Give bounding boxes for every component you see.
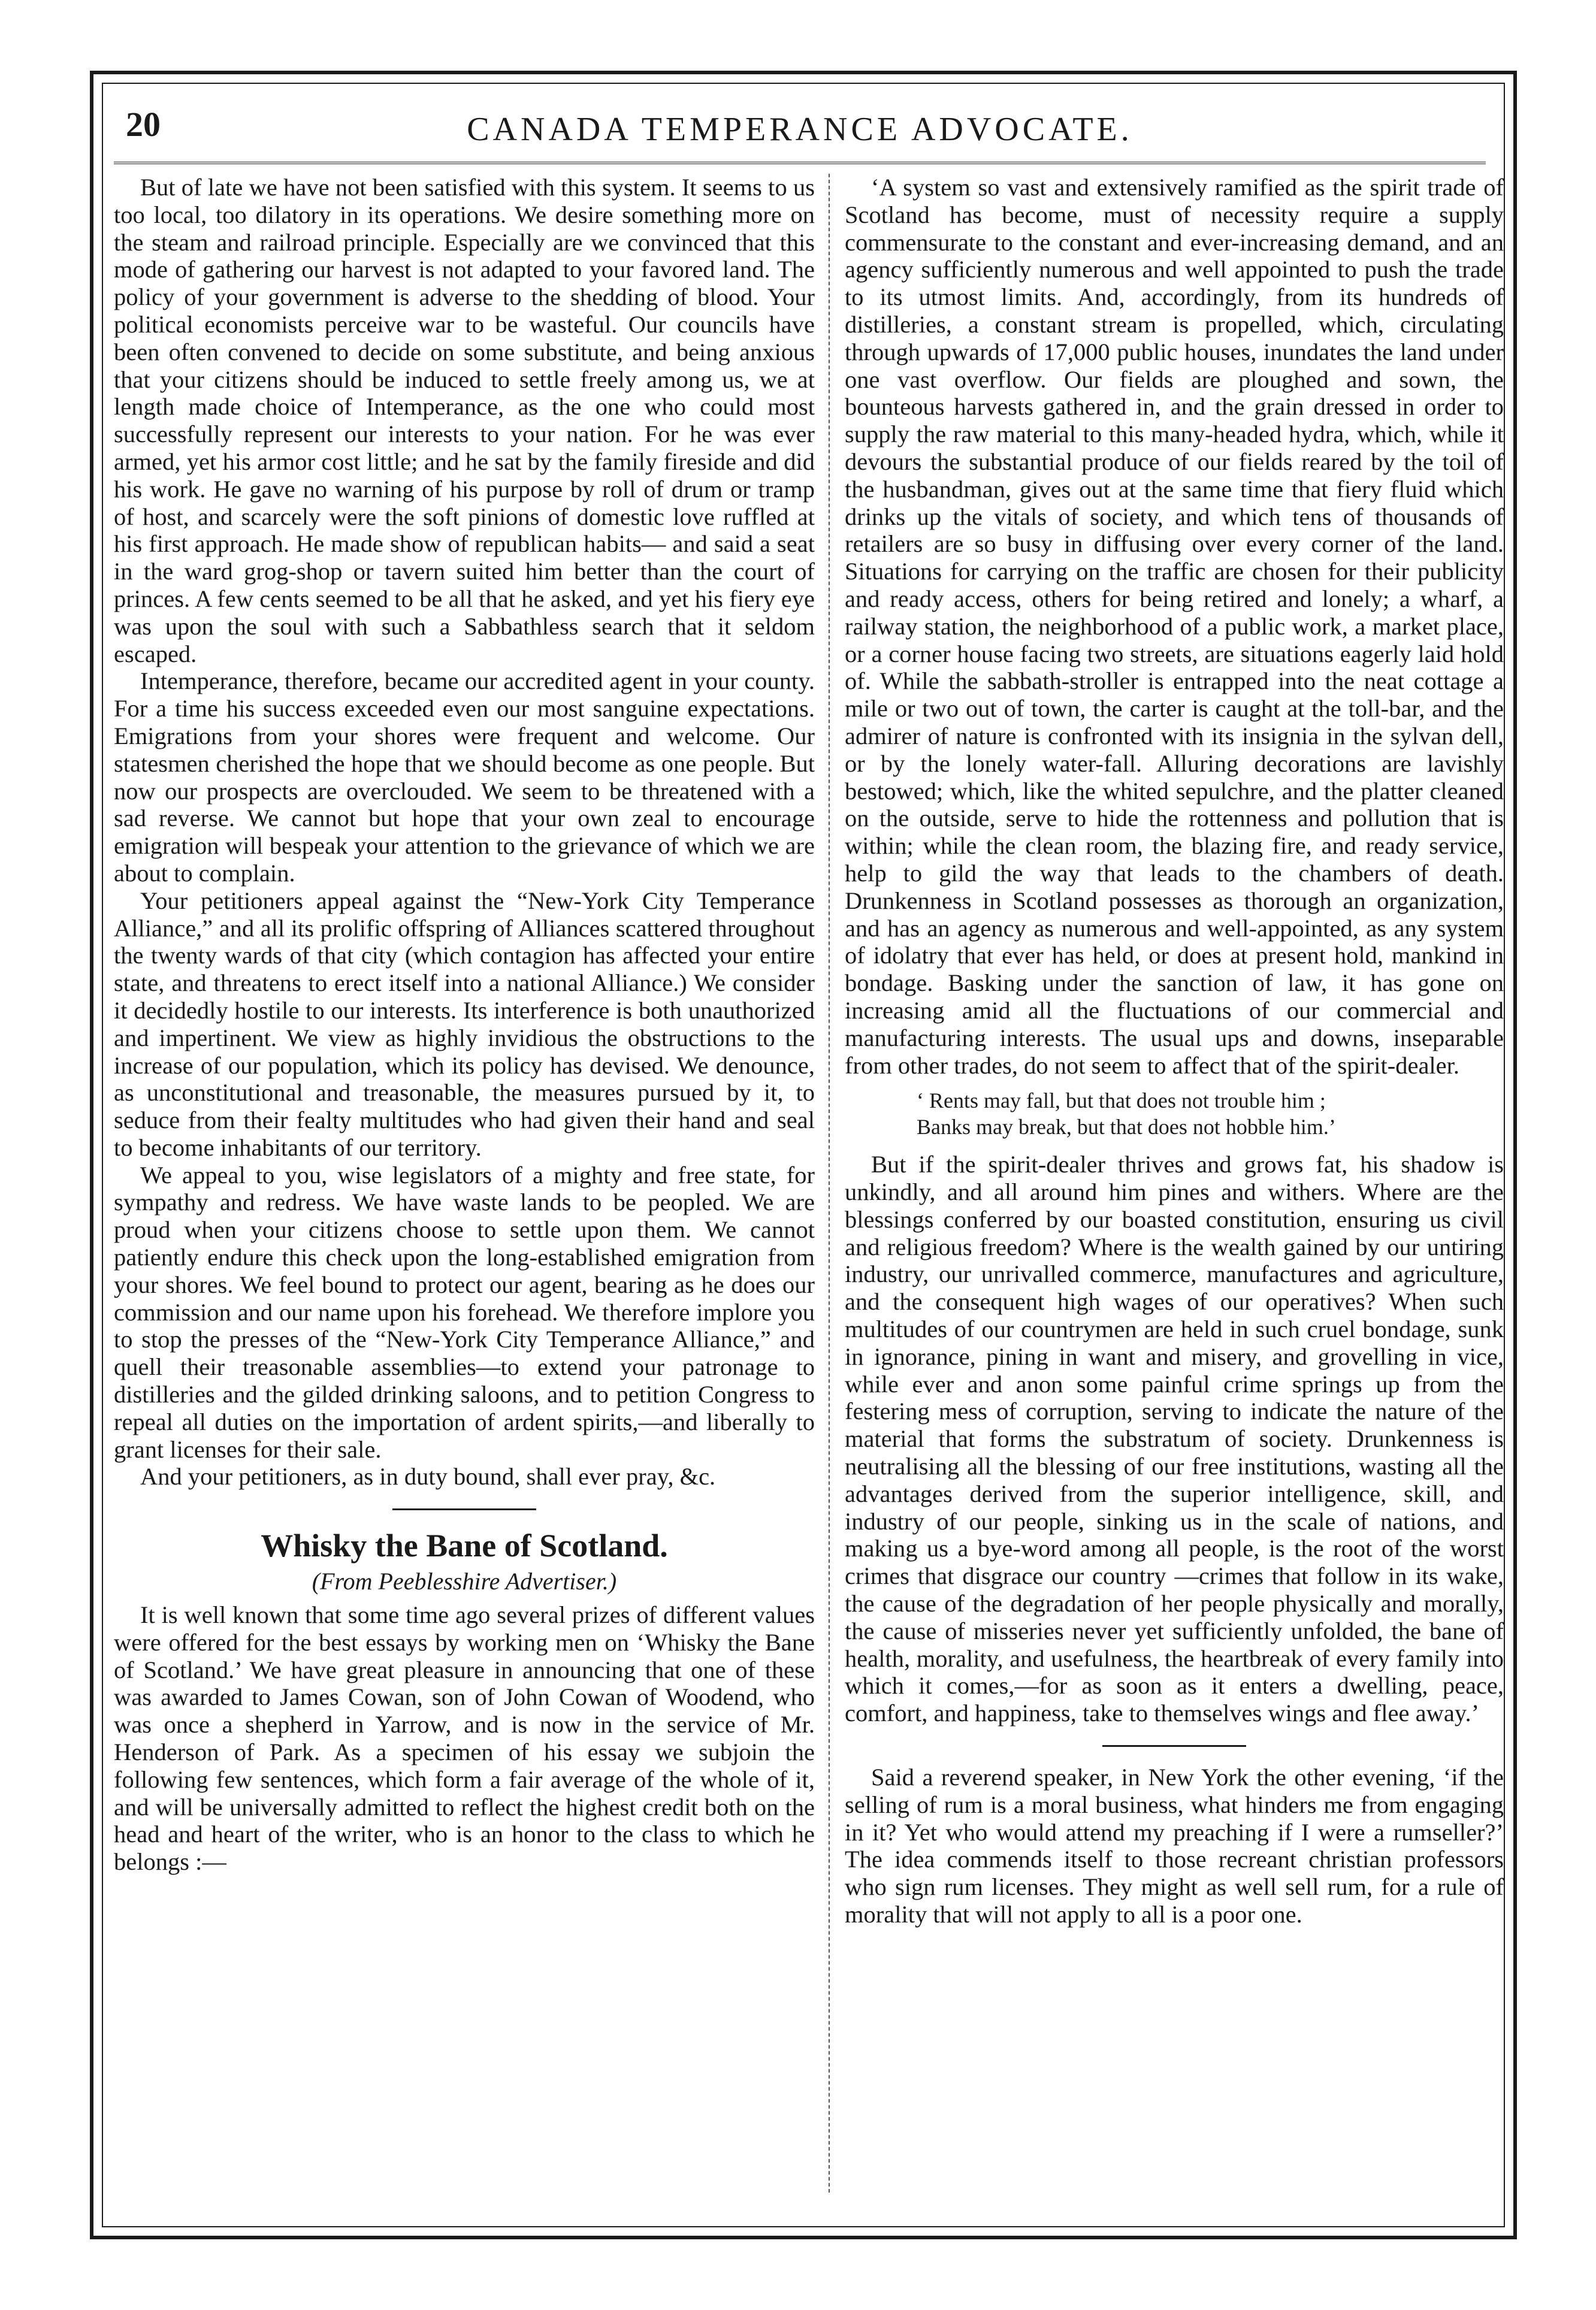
right-column — [845, 174, 1504, 2199]
column-divider — [829, 174, 830, 2193]
essay-quote: ‘A system so vast and extensively ramified as the spirit trade of Scotland has become, must of necessity require a supply commensurate to the constant and ever-increasing demand, and an agency sufficiently numerous and well appointed to push the trade to its utmost limits. And, accordingly, from its hundreds of distilleries, a constant stream is propelled, which, circulating through upwards of 17,000 public houses, inundates the land under one vast overflow. Our fields are ploughed and sown, the bounteous harvests gathered in, and the grain dressed in order to supply the raw material to this many-headed hydra, which, while it devours the substantial produce of our fields reared by the toil of the husbandman, gives out at the same time that fiery fluid which drinks up the vitals of society, and which tens of thousands of retailers are so busy in diffusing over every corner of the land. Situations for carrying on the traffic are chosen for their publicity and ready access, others for being retired and lonely; a wharf, a railway station, the neighborhood of a public work, a market place, or a corner house facing two streets, are situations eagerly laid hold of. While the sabbath-stroller is entrapped into the neat cottage a mile or two out of town, the carter is caught at the toll-bar, and the admirer of nature is confronted with its insignia in the sylvan dell, or by the lonely water-fall. Alluring decorations are lavishly bestowed; which, like the whited sepulchre, and the platter cleaned on the outside, serve to hide the rottenness and pollution that is within; while the clean room, the blazing fire, and ready service, help to gild the way that leads to the chambers of death. Drunkenness in Scotland possesses as thorough an organization, and has an agency as numerous and well-appointed, as any system of idolatry that ever has held, or does at present hold, mankind in bondage. Basking under the sanction of law, it has gone on increasing amid all the fluctuations of our commercial and manufacturing interests. The usual ups and downs, inseparable from other trades, do not seem to affect that of the spirit-dealer. — [845, 174, 1504, 1079]
article-intro: It is well known that some time ago several prizes of different values were offered for the best essays by working men on ‘Whisky the Bane of Scotland.’ We have great pleasure in announcing that one of these was awarded to James Cowan, son of John Cowan of Woodend, who was once a shepherd in Yarrow, and is now in the service of Mr. Henderson of Park. As a specimen of his essay we subjoin the following few sentences, which form a fair average of the whole of it, and will be universally admitted to reflect the highest credit both on the head and heart of the writer, who is an honor to the class to which he belongs :— — [114, 1601, 815, 1876]
verse-quote — [917, 1087, 1504, 1140]
closing-paragraph: Said a reverend speaker, in New York the other evening, ‘if the selling of rum is a moral business, what hinders me from engaging in it? Yet who would attend my preaching if I were a rumseller?’ The idea commends itself to those recreant christian professors who sign rum licenses. They might as well sell rum, for a rule of morality that will not apply to all is a poor one. — [845, 1764, 1504, 1928]
petition-paragraph: But of late we have not been satisfied with this system. It seems to us too local, too dilatory in its operations. We desire something more on the steam and railroad principle. Especially are we convinced that this mode of gathering our harvest is not adapted to your favored land. The policy of your government is adverse to the shedding of blood. Your political economists perceive war to be wasteful. Our councils have been often convened to decide on some substitute, and being anxious that your citizens should be induced to settle freely among us, we at length made choice of Intemperance, as the one who could most successfully represent our interests to your nation. For he was ever armed, yet his armor cost little; and he sat by the family fireside and did his work. He gave no warning of his purpose by roll of drum or tramp of host, and scarcely were the soft pinions of domestic love ruffled at his first approach. He made show of republican habits— and said a seat in the ward grog-shop or tavern suited him better than the court of princes. A few cents seemed to be all that he asked, and yet his fiery eye was upon the soul with such a Sabbathless search that it seldom escaped. — [114, 174, 815, 667]
left-column — [114, 174, 815, 2199]
petition-paragraph: Intemperance, therefore, became our accredited agent in your county. For a time his success exceeded even our most sanguine expectations. Emigrations from your shores were frequent and welcome. Our statesmen cherished the hope that we should become as one people. But now our prospects are overclouded. We seem to be threatened with a sad reverse. We cannot but hope that your own zeal to encourage emigration will bespeak your attention to the grievance of which we are about to complain. — [114, 667, 815, 887]
page-header — [114, 96, 1486, 164]
section-rule — [1102, 1745, 1246, 1747]
petition-paragraph: And your petitioners, as in duty bound, shall ever pray, &c. — [140, 1463, 716, 1490]
article-source: (From Peeblesshire Advertiser.) — [312, 1568, 617, 1595]
petition-paragraph: Your petitioners appeal against the “New-York City Temperance Alliance,” and all its prolific offspring of Alliances scattered throughout the twenty wards of that city (which contagion has affected your entire state, and threatens to erect itself into a national Alliance.) We consider it decidedly hostile to our interests. Its interference is both unauthorized and impertinent. We view as highly invidious the obstructions to the increase of our population, which its policy has devised. We denounce, as unconstitutional and treasonable, the measures pursued by it, to seduce from their fealty multitudes who had given their hand and seal to become inhabitants of our territory. — [114, 887, 815, 1161]
section-rule — [392, 1508, 536, 1510]
verse-line: Banks may break, but that does not hobble him.’ — [917, 1115, 1336, 1139]
article-title: Whisky the Bane of Scotland. — [261, 1528, 668, 1564]
petition-paragraph: We appeal to you, wise legislators of a mighty and free state, for sympathy and redress. We have waste lands to be peopled. We are proud when your citizens choose to settle upon them. We cannot patiently endure this check upon the long-established emigration from your shores. We feel bound to protect our agent, bearing as he does our commission and our name upon his forehead. We therefore implore you to stop the presses of the “New-York City Temperance Alliance,” and quell their treasonable assemblies—to extend your patronage to distilleries and the gilded drinking saloons, and to petition Congress to repeal all duties on the importation of ardent spirits,—and liberally to grant licenses for their sale. — [114, 1161, 815, 1463]
essay-continuation: But if the spirit-dealer thrives and grows fat, his shadow is unkindly, and all around him pines and withers. Where are the blessings conferred by our boasted constitution, ensuring us civil and religious freedom? Where is the wealth gained by our untiring industry, our unrivalled commerce, manufactures and agriculture, and the consequent high wages of our operatives? When such multitudes of our countrymen are held in such cruel bondage, sunk in ignorance, pining in want and misery, and grovelling in vice, while ever and anon some painful crime springs up from the festering mess of corruption, serving to indicate the nature of the material that forms the substratum of society. Drunkenness is neutralising all the blessing of our free institutions, wasting all the advantages derived from the superior intelligence, skill, and industry of our people, sinking us in the scale of nations, and making us a bye-word among all people, is the root of the worst crimes that disgrace our country —crimes that follow in its wake, the cause of the degradation of her people physically and morally, the cause of misseries never yet sufficiently unfolded, the bane of health, morality, and usefulness, the heartbreak of every family into which it comes,—for as soon as it enters a dwelling, peace, comfort, and happiness, take to themselves wings and flee away.’ — [845, 1151, 1504, 1727]
verse-line: ‘ Rents may fall, but that does not trouble him ; — [917, 1089, 1326, 1113]
page-number: 20 — [126, 105, 161, 144]
running-title: CANADA TEMPERANCE ADVOCATE. — [467, 111, 1133, 148]
